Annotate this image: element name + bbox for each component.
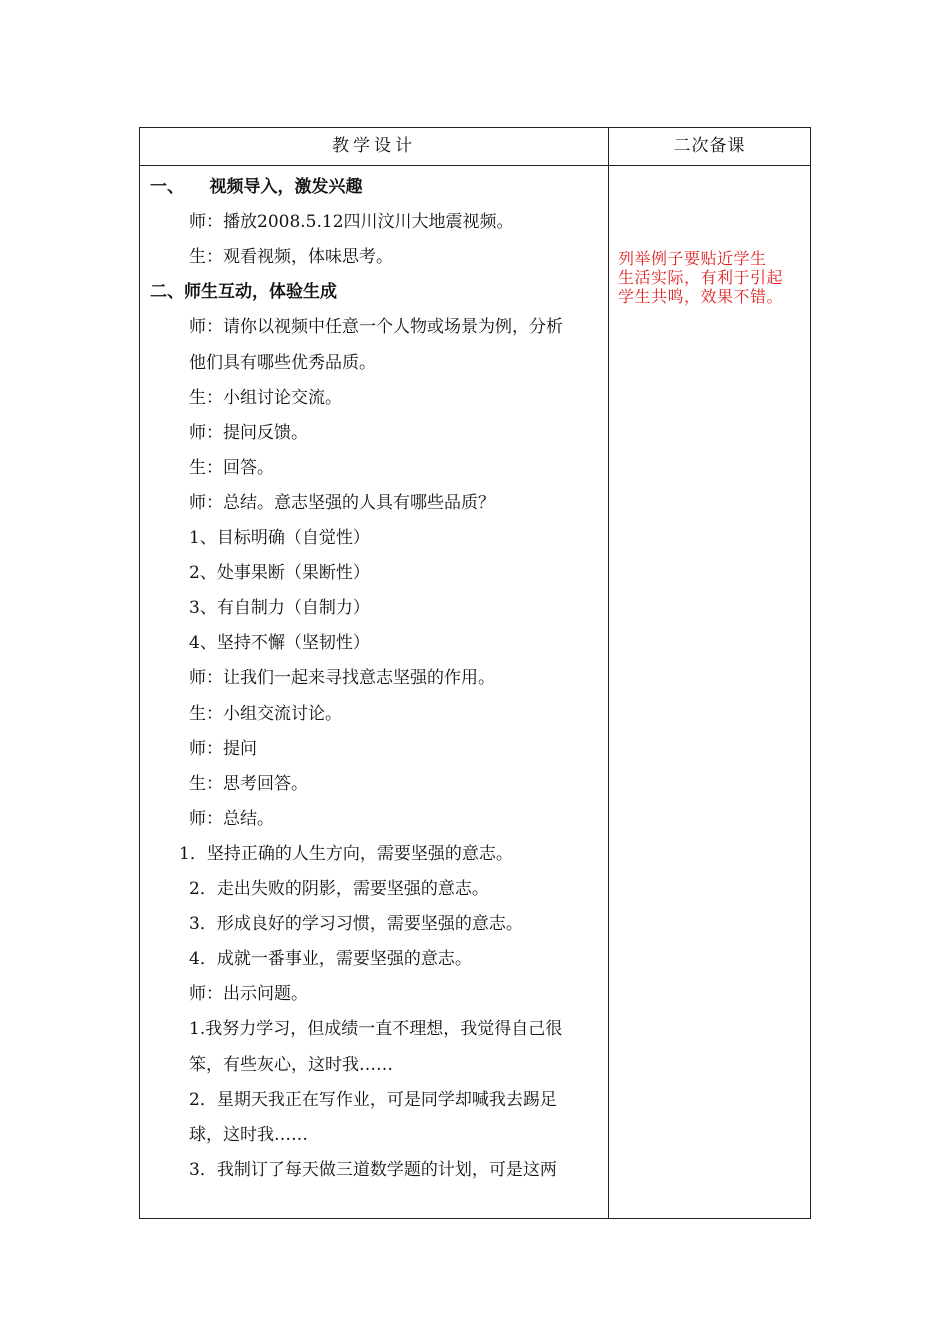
content-line: 2、处事果断（果断性） — [189, 563, 370, 584]
content-line: 师：提问反馈。 — [189, 422, 308, 443]
content-line: 3．形成良好的学习习惯，需要坚强的意志。 — [189, 914, 523, 935]
note-line: 生活实际，有利于引起 — [618, 268, 784, 287]
content-line: 生：小组讨论交流。 — [189, 387, 342, 408]
header-teaching-design: 教学设计 — [332, 136, 416, 156]
second-preparation-note — [618, 249, 806, 306]
content-line: 1．坚持正确的人生方向，需要坚强的意志。 — [179, 843, 513, 864]
content-line: 1.我努力学习，但成绩一直不理想，我觉得自己很 — [189, 1019, 563, 1040]
content-line: 生：思考回答。 — [189, 773, 308, 794]
content-line: 4．成就一番事业，需要坚强的意志。 — [189, 949, 472, 970]
section-heading: 一、 视频导入，激发兴趣 — [150, 177, 363, 197]
content-line: 师：总结。意志坚强的人具有哪些品质？ — [189, 492, 495, 513]
content-line: 他们具有哪些优秀品质。 — [189, 352, 376, 373]
header-divider — [140, 165, 810, 166]
content-line: 4、坚持不懈（坚韧性） — [189, 633, 370, 654]
content-line: 3、有自制力（自制力） — [189, 598, 370, 619]
header-second-preparation: 二次备课 — [673, 136, 746, 156]
content-line: 师：请你以视频中任意一个人物或场景为例，分析 — [189, 317, 563, 338]
content-line: 球，这时我…… — [189, 1124, 308, 1145]
content-line: 生：小组交流讨论。 — [189, 703, 342, 724]
content-line: 师：提问 — [189, 738, 257, 759]
note-line: 列举例子要贴近学生 — [618, 249, 767, 268]
content-line: 2．走出失败的阴影，需要坚强的意志。 — [189, 879, 489, 899]
content-line: 师：让我们一起来寻找意志坚强的作用。 — [189, 668, 495, 689]
content-line: 3．我制订了每天做三道数学题的计划，可是这两 — [189, 1159, 557, 1180]
section-heading: 二、师生互动，体验生成 — [150, 282, 337, 303]
note-line: 学生共鸣，效果不错。 — [618, 287, 784, 306]
content-line: 生：观看视频，体味思考。 — [189, 247, 393, 268]
content-line: 2．星期天我正在写作业，可是同学却喊我去踢足 — [189, 1089, 557, 1110]
content-line: 1、目标明确（自觉性） — [189, 528, 370, 548]
column-divider — [608, 128, 609, 1218]
content-line: 师：播放2008.5.12四川汶川大地震视频。 — [189, 212, 514, 233]
content-line: 笨，有些灰心，这时我…… — [189, 1054, 393, 1075]
content-line: 师：出示问题。 — [189, 984, 308, 1005]
content-line: 生：回答。 — [189, 457, 274, 478]
content-line: 师：总结。 — [189, 808, 274, 829]
lesson-plan-table — [139, 127, 811, 1219]
